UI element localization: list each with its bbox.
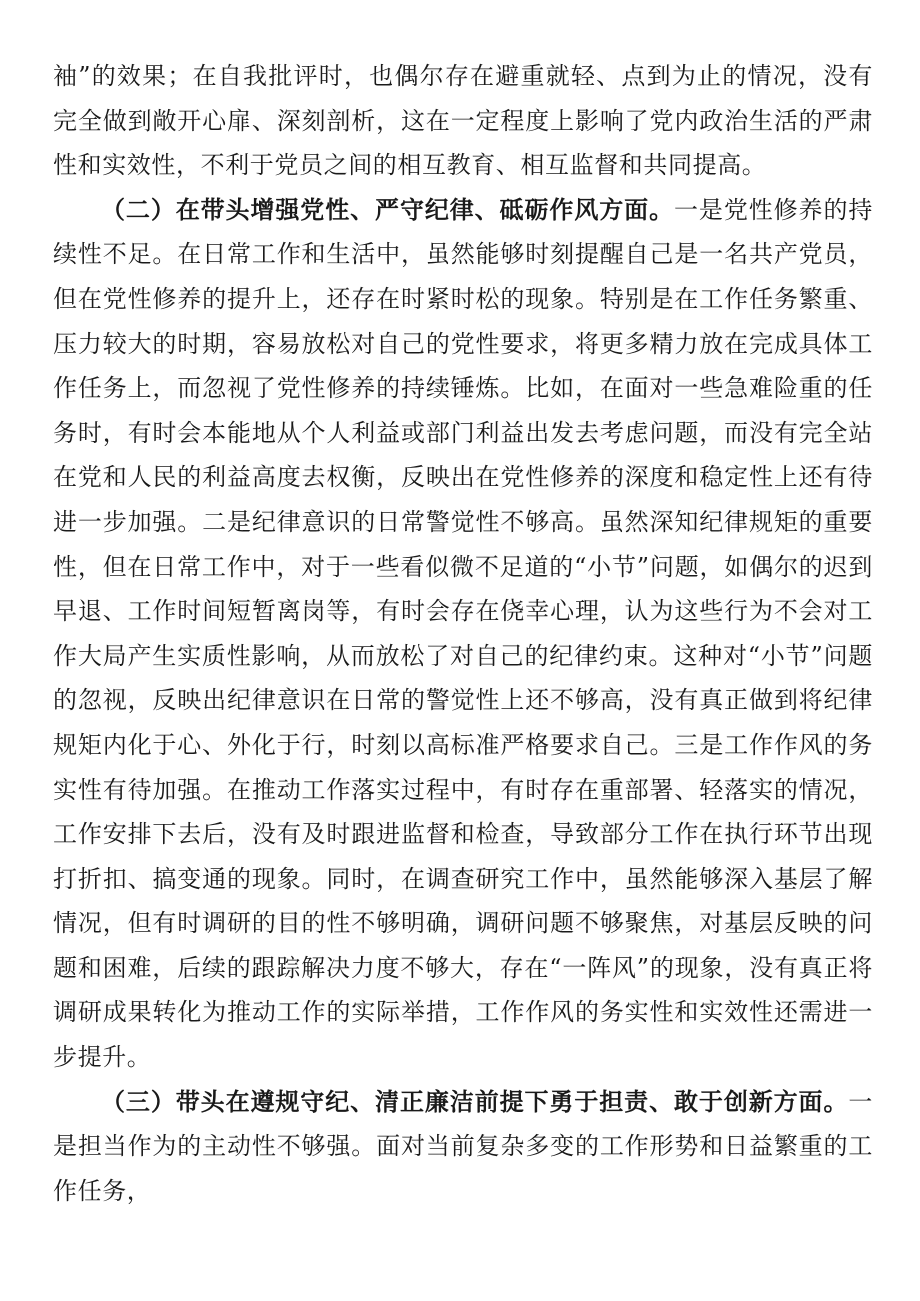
- paragraph-text: 袖”的效果；在自我批评时，也偶尔存在避重就轻、点到为止的情况，没有完全做到敞开心扉、深刻剖析，这在一定程度上影响了党内政治生活的严肃性和实效性，不利于党员之间的相互教育、相互监督和共同提高。: [53, 62, 873, 180]
- paragraph-section-three: [53, 1080, 873, 1214]
- paragraph-text: 一是担当作为的主动性不够强。面对当前复杂多变的工作形势和日益繁重的工作任务，: [53, 1087, 873, 1205]
- paragraph-continuation: [53, 54, 873, 188]
- section-heading: （二）在带头增强党性、严守纪律、砥砺作风方面。: [101, 195, 674, 224]
- document-body: [53, 54, 873, 1213]
- paragraph-text: 一是党性修养的持续性不足。在日常工作和生活中，虽然能够时刻提醒自己是一名共产党员，但在党性修养的提升上，还存在时紧时松的现象。特别是在工作任务繁重、压力较大的时期，容易放松对自己的党性要求，将更多精力放在完成具体工作任务上，而忽视了党性修养的持续锤炼。比如，在面对一些急难险重的任务时，有时会本能地从个人利益或部门利益出发去考虑问题，而没有完全站在党和人民的利益高度去权衡，反映出在党性修养的深度和稳定性上还有待进一步加强。二是纪律意识的日常警觉性不够高。虽然深知纪律规矩的重要性，但在日常工作中，对于一些看似微不足道的“小节”问题，如偶尔的迟到早退、工作时间短暂离岗等，有时会存在侥幸心理，认为这些行为不会对工作大局产生实质性影响，从而放松了对自己的纪律约束。这种对“小节”问题的忽视，反映出纪律意识在日常的警觉性上还不够高，没有真正做到将纪律规矩内化于心、外化于行，时刻以高标准严格要求自己。三是工作作风的务实性有待加强。在推动工作落实过程中，有时存在重部署、轻落实的情况，工作安排下去后，没有及时跟进监督和检查，导致部分工作在执行环节出现打折扣、搞变通的现象。同时，在调查研究工作中，虽然能够深入基层了解情况，但有时调研的目的性不够明确，调研问题不够聚焦，对基层反映的问题和困难，后续的跟踪解决力度不够大，存在“一阵风”的现象，没有真正将调研成果转化为推动工作的实际举措，工作作风的务实性和实效性还需进一步提升。: [53, 195, 873, 1072]
- section-heading: （三）带头在遵规守纪、清正廉洁前提下勇于担责、敢于创新方面。: [101, 1087, 849, 1116]
- paragraph-section-two: [53, 188, 873, 1080]
